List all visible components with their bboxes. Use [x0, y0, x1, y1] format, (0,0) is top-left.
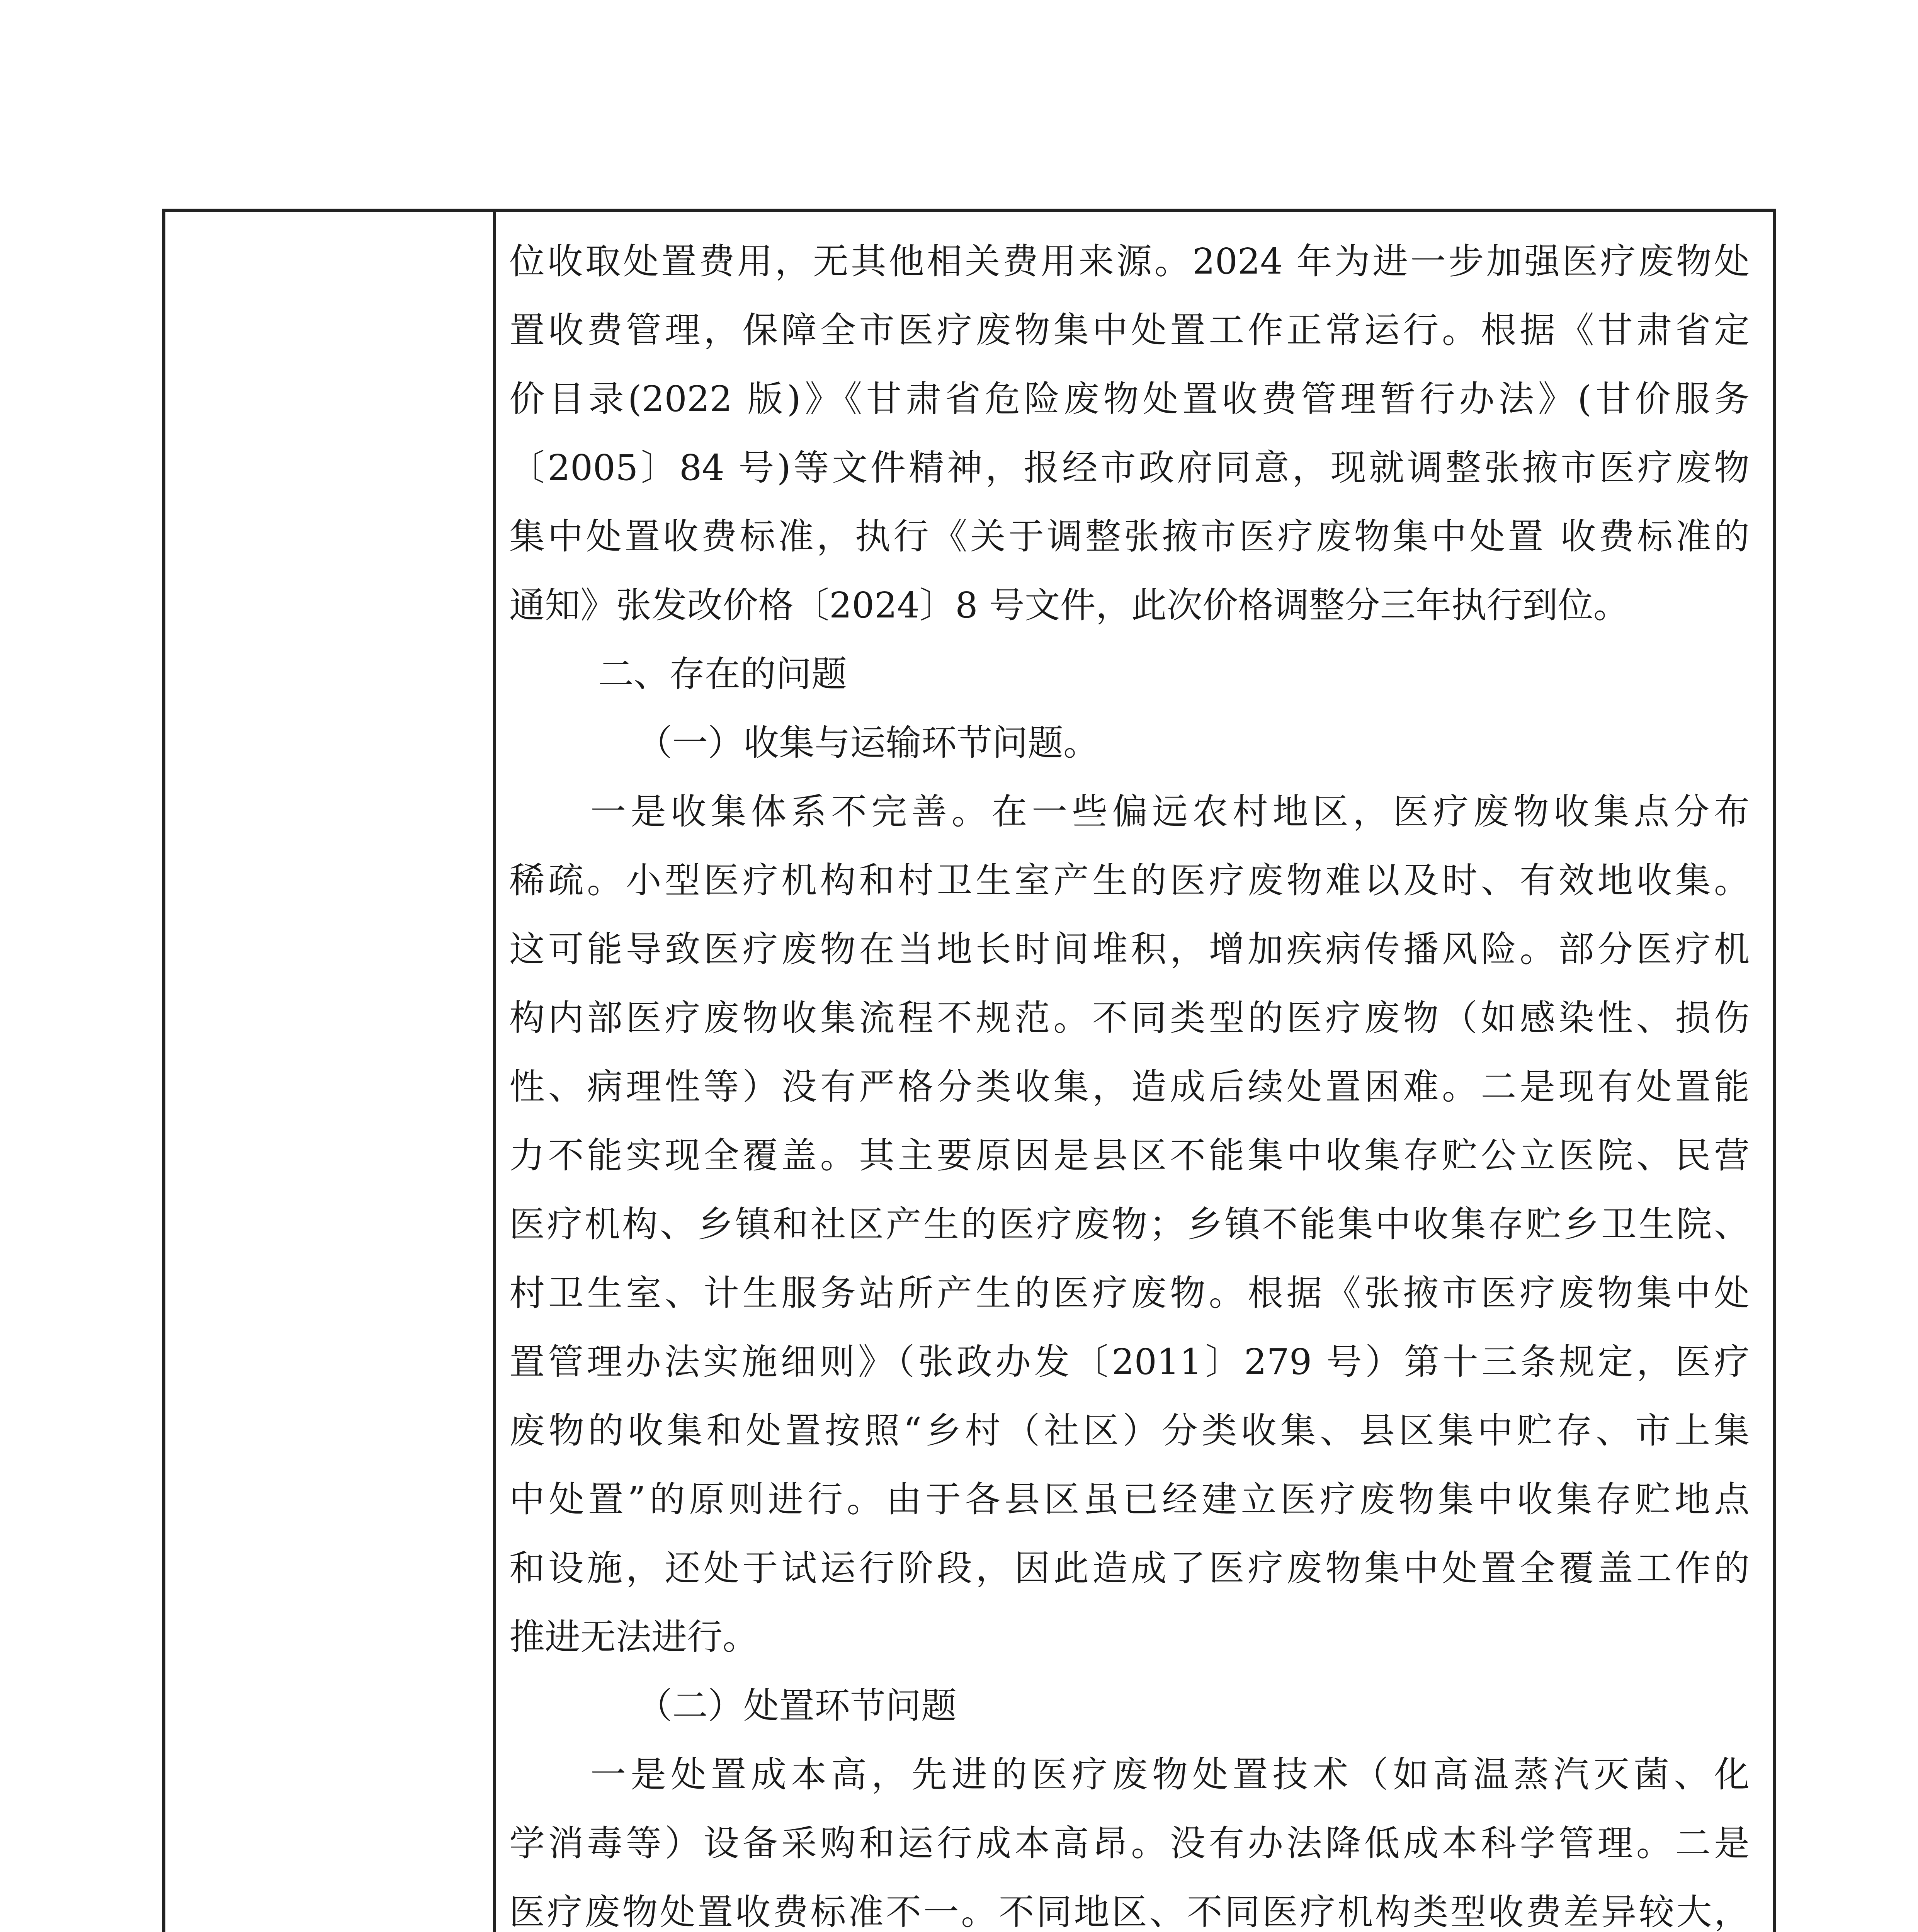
text-line: 这可能导致医疗废物在当地长时间堆积，增加疾病传播风险。部分医疗机: [509, 929, 1750, 970]
document-table: [162, 209, 1776, 1932]
text-line: 村卫生室、计生服务站所产生的医疗废物。根据《张掖市医疗废物集中处: [509, 1272, 1750, 1314]
text-line: 一是收集体系不完善。在一些偏远农村地区，医疗废物收集点分布: [590, 791, 1750, 832]
text-line: 学消毒等）设备采购和运行成本高昂。没有办法降低成本科学管理。二是: [509, 1823, 1750, 1864]
text-line: 集中处置收费标准，执行《关于调整张掖市医疗废物集中处置 收费标准的: [509, 516, 1750, 557]
text-line: 价目录(2022 版)》《甘肃省危险废物处置收费管理暂行办法》(甘价服务: [509, 378, 1750, 420]
text-line: （二）处置环节问题: [637, 1685, 957, 1726]
text-line: （一）收集与运输环节问题。: [637, 722, 1099, 764]
table-content-cell: [496, 212, 1773, 1932]
text-line: 构内部医疗废物收集流程不规范。不同类型的医疗废物（如感染性、损伤: [509, 997, 1750, 1039]
table-left-cell: [165, 212, 496, 1932]
text-line: 和设施，还处于试运行阶段，因此造成了医疗废物集中处置全覆盖工作的: [509, 1548, 1750, 1589]
text-line: 力不能实现全覆盖。其主要原因是县区不能集中收集存贮公立医院、民营: [509, 1135, 1750, 1176]
text-line: 位收取处置费用，无其他相关费用来源。2024 年为进一步加强医疗废物处: [509, 241, 1750, 282]
text-line: 一是处置成本高，先进的医疗废物处置技术（如高温蒸汽灭菌、化: [590, 1754, 1750, 1795]
text-line: 医疗废物处置收费标准不一。不同地区、不同医疗机构类型收费差异较大，: [509, 1891, 1750, 1932]
text-line: 二、存在的问题: [598, 653, 847, 695]
text-line: 推进无法进行。: [509, 1616, 758, 1658]
text-line: 性、病理性等）没有严格分类收集，造成后续处置困难。二是现有处置能: [509, 1066, 1750, 1107]
text-line: 中处置”的原则进行。由于各县区虽已经建立医疗废物集中收集存贮地点: [509, 1479, 1750, 1520]
text-line: 置收费管理，保障全市医疗废物集中处置工作正常运行。根据《甘肃省定: [509, 310, 1750, 351]
text-line: 置管理办法实施细则》（张政办发〔2011〕279 号）第十三条规定，医疗: [509, 1341, 1750, 1383]
text-line: 〔2005〕84 号)等文件精神，报经市政府同意，现就调整张掖市医疗废物: [509, 447, 1750, 488]
text-line: 稀疏。小型医疗机构和村卫生室产生的医疗废物难以及时、有效地收集。: [509, 860, 1750, 901]
text-line: 通知》张发改价格〔2024〕8 号文件，此次价格调整分三年执行到位。: [509, 585, 1629, 626]
text-line: 医疗机构、乡镇和社区产生的医疗废物；乡镇不能集中收集存贮乡卫生院、: [509, 1204, 1750, 1245]
text-line: 废物的收集和处置按照“乡村（社区）分类收集、县区集中贮存、市上集: [509, 1410, 1750, 1451]
